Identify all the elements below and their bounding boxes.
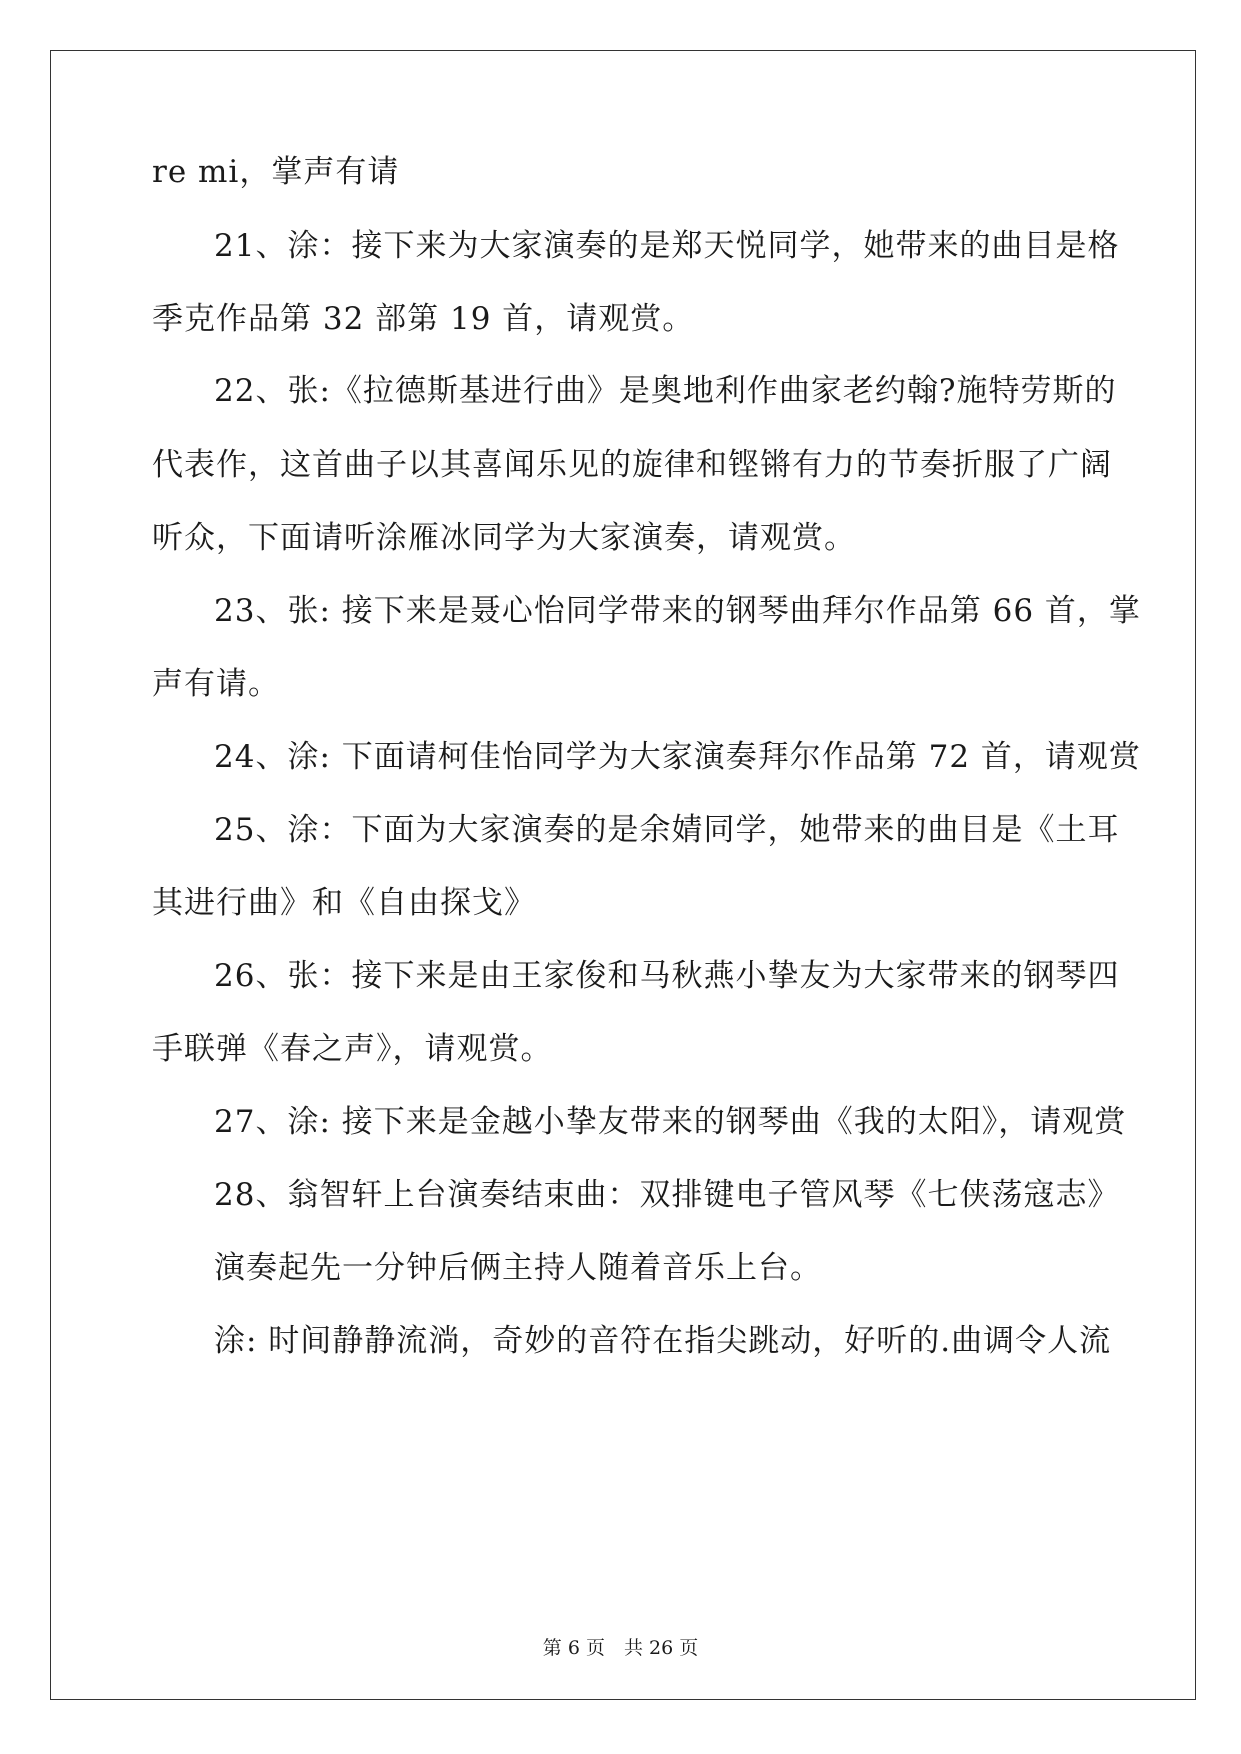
- text-line: 手联弹《春之声》，请观赏。: [152, 1031, 553, 1067]
- text-line: 26、张：接下来是由王家俊和马秋燕小挚友为大家带来的钢琴四: [214, 958, 1120, 994]
- text-line: 25、涂：下面为大家演奏的是余婧同学，她带来的曲目是《土耳: [214, 812, 1120, 848]
- page-number-footer: 第 6 页 共 26 页: [542, 1637, 699, 1659]
- text-line: re mi，掌声有请: [152, 154, 400, 190]
- text-line: 22、张:《拉德斯基进行曲》是奥地利作曲家老约翰?施特劳斯的: [214, 373, 1117, 409]
- text-line: 涂: 时间静静流淌，奇妙的音符在指尖跳动，好听的.曲调令人流: [214, 1323, 1112, 1359]
- text-line: 听众，下面请听涂雁冰同学为大家演奏，请观赏。: [152, 520, 856, 556]
- text-line: 其进行曲》和《自由探戈》: [152, 885, 536, 921]
- text-line: 代表作，这首曲子以其喜闻乐见的旋律和铿锵有力的节奏折服了广阔: [152, 447, 1112, 483]
- text-line: 21、涂：接下来为大家演奏的是郑天悦同学，她带来的曲目是格: [214, 228, 1120, 264]
- text-line: 声有请。: [152, 666, 280, 702]
- text-line: 27、涂: 接下来是金越小挚友带来的钢琴曲《我的太阳》，请观赏: [214, 1104, 1127, 1140]
- text-line: 季克作品第 32 部第 19 首，请观赏。: [152, 301, 695, 337]
- page-border: [50, 50, 1196, 1700]
- text-line: 23、张: 接下来是聂心怡同学带来的钢琴曲拜尔作品第 66 首，掌: [214, 593, 1141, 629]
- text-line: 24、涂: 下面请柯佳怡同学为大家演奏拜尔作品第 72 首，请观赏: [214, 739, 1141, 775]
- text-line: 28、翁智轩上台演奏结束曲：双排键电子管风琴《七侠荡寇志》: [214, 1177, 1120, 1213]
- text-line: 演奏起先一分钟后俩主持人随着音乐上台。: [214, 1250, 822, 1286]
